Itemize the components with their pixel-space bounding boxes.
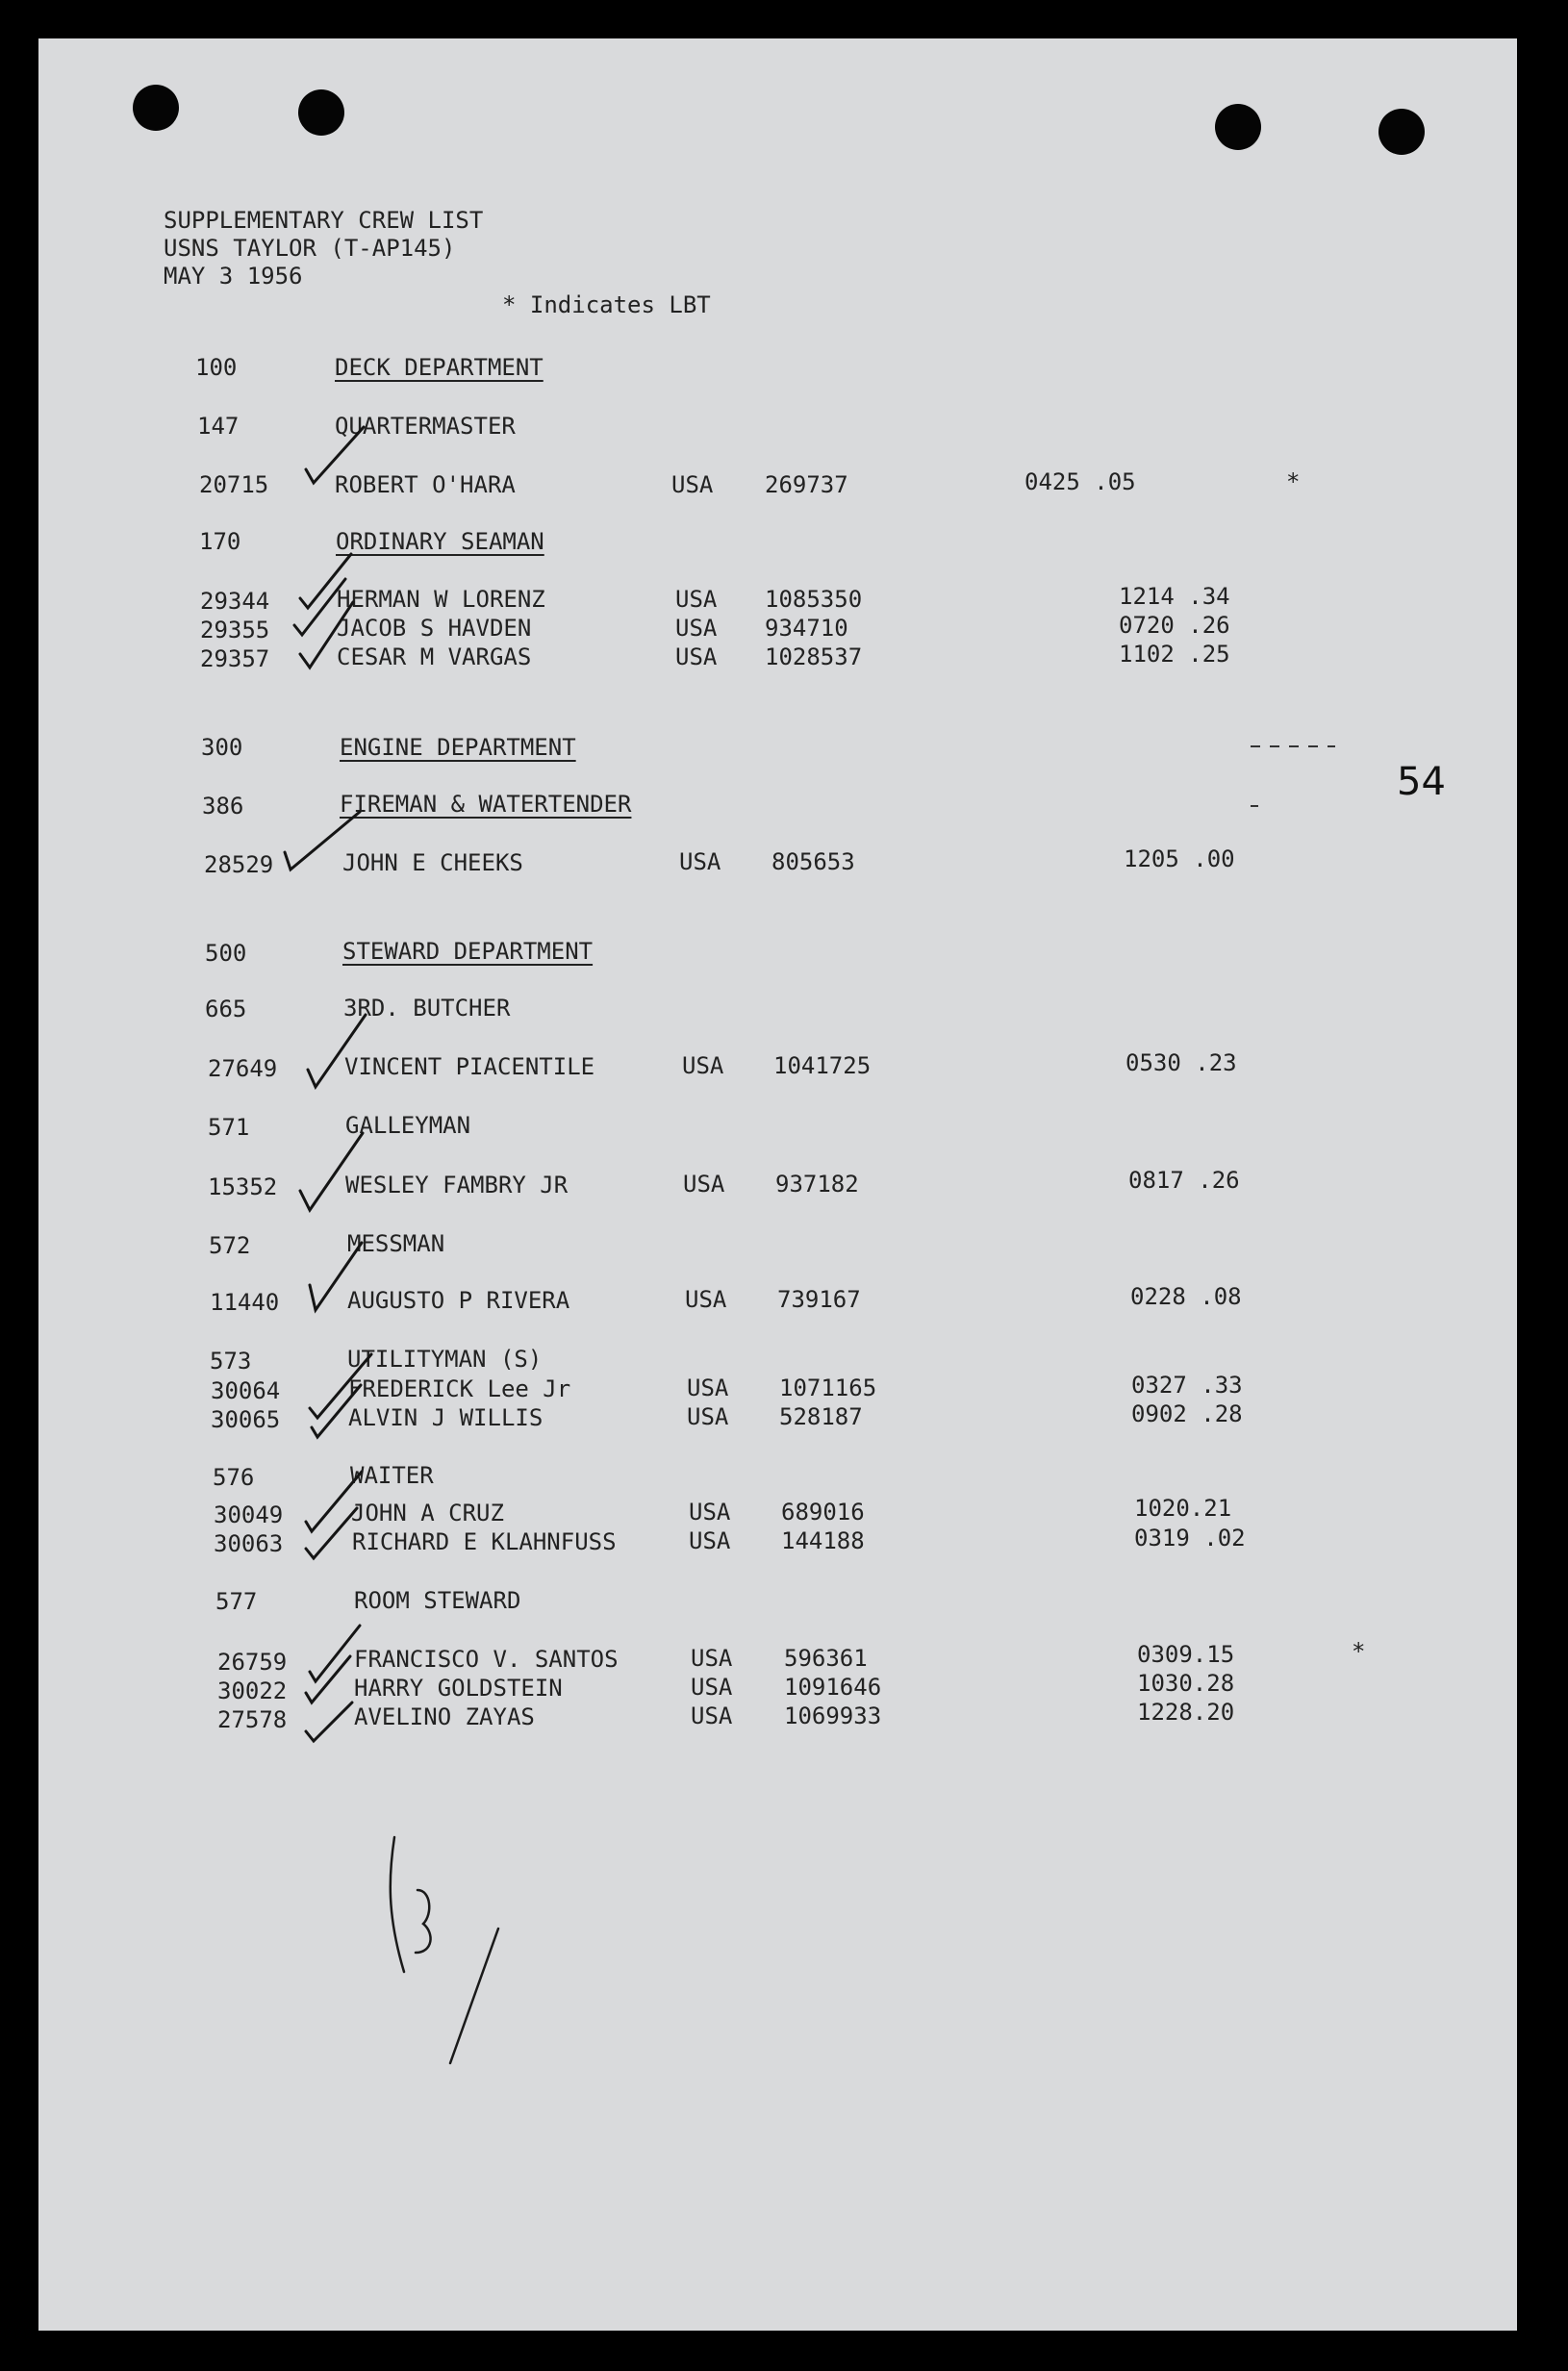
- section-title: QUARTERMASTER: [335, 413, 516, 440]
- section-title: DECK DEPARTMENT: [335, 354, 544, 381]
- crew-id: 30063: [214, 1530, 284, 1557]
- crew-name: ALVIN J WILLIS: [348, 1404, 544, 1431]
- crew-time: 0309.15: [1137, 1641, 1235, 1668]
- handwritten-total: [396, 1880, 445, 1925]
- section-title: STEWARD DEPARTMENT: [342, 938, 594, 965]
- section-title: UTILITYMAN (S): [347, 1346, 543, 1373]
- crew-document-number: 937182: [775, 1171, 859, 1198]
- crew-name: JACOB S HAVDEN: [337, 615, 532, 642]
- crew-time: 1228.20: [1137, 1699, 1235, 1726]
- crew-document-number: 1041725: [773, 1052, 872, 1079]
- crew-document-number: 596361: [784, 1645, 868, 1672]
- crew-id: 29357: [200, 645, 270, 672]
- crew-citizenship: USA: [687, 1403, 729, 1430]
- crew-time: 0720 .26: [1119, 612, 1230, 639]
- section-title: 3RD. BUTCHER: [343, 995, 511, 1022]
- crew-citizenship: USA: [682, 1052, 724, 1079]
- ship-name: USNS TAYLOR (T-AP145): [164, 235, 456, 262]
- section-code: 147: [197, 413, 240, 440]
- crew-citizenship: USA: [675, 643, 718, 670]
- crew-document-number: 1071165: [779, 1375, 877, 1401]
- crew-id: 15352: [208, 1173, 278, 1200]
- crew-name: HARRY GOLDSTEIN: [354, 1675, 563, 1702]
- section-title: FIREMAN & WATERTENDER: [340, 791, 632, 818]
- crew-id: 30022: [217, 1677, 288, 1704]
- section-code: 573: [210, 1348, 252, 1375]
- crew-time: 0228 .08: [1130, 1283, 1242, 1310]
- crew-id: 29344: [200, 588, 270, 615]
- crew-id: 30064: [211, 1377, 281, 1404]
- punch-hole: [133, 85, 179, 131]
- crew-id: 30049: [214, 1501, 284, 1528]
- section-title: ENGINE DEPARTMENT: [340, 734, 576, 761]
- section-code: 665: [205, 996, 247, 1022]
- crew-document-number: 689016: [781, 1499, 865, 1526]
- legend-note: * Indicates LBT: [502, 291, 711, 318]
- crew-citizenship: USA: [689, 1527, 731, 1554]
- crew-citizenship: USA: [691, 1645, 733, 1672]
- crew-document-number: 1028537: [765, 643, 863, 670]
- section-title: ROOM STEWARD: [354, 1587, 521, 1614]
- section-code: 572: [209, 1232, 251, 1259]
- crew-time: 0327 .33: [1131, 1372, 1243, 1399]
- crew-citizenship: USA: [691, 1703, 733, 1729]
- crew-document-number: 1091646: [784, 1674, 882, 1701]
- crew-name: AVELINO ZAYAS: [354, 1703, 535, 1730]
- section-code: 300: [201, 734, 243, 761]
- section-code: 100: [195, 354, 238, 381]
- crew-citizenship: USA: [679, 848, 721, 875]
- crew-id: 29355: [200, 617, 270, 643]
- punch-hole: [1215, 104, 1261, 150]
- crew-document-number: 934710: [765, 615, 848, 642]
- crew-document-number: 269737: [765, 471, 848, 498]
- crew-name: WESLEY FAMBRY JR: [345, 1172, 569, 1198]
- crew-id: 28529: [204, 851, 274, 878]
- section-code: 170: [199, 528, 241, 555]
- crew-citizenship: USA: [683, 1171, 725, 1198]
- crew-citizenship: USA: [687, 1375, 729, 1401]
- crew-name: HERMAN W LORENZ: [337, 586, 545, 613]
- punch-hole: [298, 89, 344, 136]
- crew-name: FRANCISCO V. SANTOS: [354, 1646, 619, 1673]
- crew-name: CESAR M VARGAS: [337, 643, 532, 670]
- crew-time: 0530 .23: [1125, 1049, 1237, 1076]
- crew-name: ROBERT O'HARA: [335, 471, 516, 498]
- lbt-marker: *: [1286, 468, 1301, 495]
- crew-citizenship: USA: [691, 1674, 733, 1701]
- section-title: WAITER: [350, 1462, 434, 1489]
- crew-time: 0902 .28: [1131, 1400, 1243, 1427]
- crew-id: 20715: [199, 471, 269, 498]
- section-title: ORDINARY SEAMAN: [336, 528, 544, 555]
- crew-citizenship: USA: [685, 1286, 727, 1313]
- crew-time: 0319 .02: [1134, 1525, 1246, 1551]
- section-code: 576: [213, 1464, 255, 1491]
- crew-time: 0817 .26: [1128, 1167, 1240, 1194]
- section-title: GALLEYMAN: [345, 1112, 471, 1139]
- crew-citizenship: USA: [689, 1499, 731, 1526]
- crew-document-number: 1069933: [784, 1703, 882, 1729]
- crew-id: 27578: [217, 1706, 288, 1733]
- list-title: SUPPLEMENTARY CREW LIST: [164, 207, 484, 234]
- crew-name: RICHARD E KLAHNFUSS: [352, 1528, 617, 1555]
- crew-document-number: 528187: [779, 1403, 863, 1430]
- lbt-marker: *: [1352, 1638, 1366, 1665]
- crew-time: 1102 .25: [1119, 641, 1230, 668]
- crew-citizenship: USA: [675, 615, 718, 642]
- crew-name: JOHN A CRUZ: [351, 1500, 504, 1526]
- list-date: MAY 3 1956: [164, 263, 303, 290]
- crew-time: 1205 .00: [1124, 845, 1235, 872]
- crew-time: 1214 .34: [1119, 583, 1230, 610]
- crew-document-number: 1085350: [765, 586, 863, 613]
- crew-name: VINCENT PIACENTILE: [344, 1053, 595, 1080]
- section-code: 571: [208, 1114, 250, 1141]
- section-code: 500: [205, 940, 247, 967]
- crew-time: 1030.28: [1137, 1670, 1235, 1697]
- page-number: 54: [1397, 760, 1446, 804]
- section-code: 386: [202, 793, 244, 820]
- section-title: MESSMAN: [347, 1230, 445, 1257]
- crew-id: 11440: [210, 1289, 280, 1316]
- crew-name: JOHN E CHEEKS: [342, 849, 523, 876]
- crew-citizenship: USA: [675, 586, 718, 613]
- crew-time: 1020.21: [1134, 1495, 1232, 1522]
- crew-document-number: 739167: [777, 1286, 861, 1313]
- section-code: 577: [215, 1588, 258, 1615]
- punch-hole: [1378, 109, 1425, 155]
- crew-document-number: 805653: [771, 848, 855, 875]
- crew-id: 26759: [217, 1649, 288, 1676]
- crew-document-number: 144188: [781, 1527, 865, 1554]
- crew-name: FREDERICK Lee Jr: [348, 1375, 571, 1402]
- crew-id: 30065: [211, 1406, 281, 1433]
- crew-name: AUGUSTO P RIVERA: [347, 1287, 570, 1314]
- crew-time: 0425 .05: [1024, 468, 1136, 495]
- crew-id: 27649: [208, 1055, 278, 1082]
- crew-citizenship: USA: [671, 471, 714, 498]
